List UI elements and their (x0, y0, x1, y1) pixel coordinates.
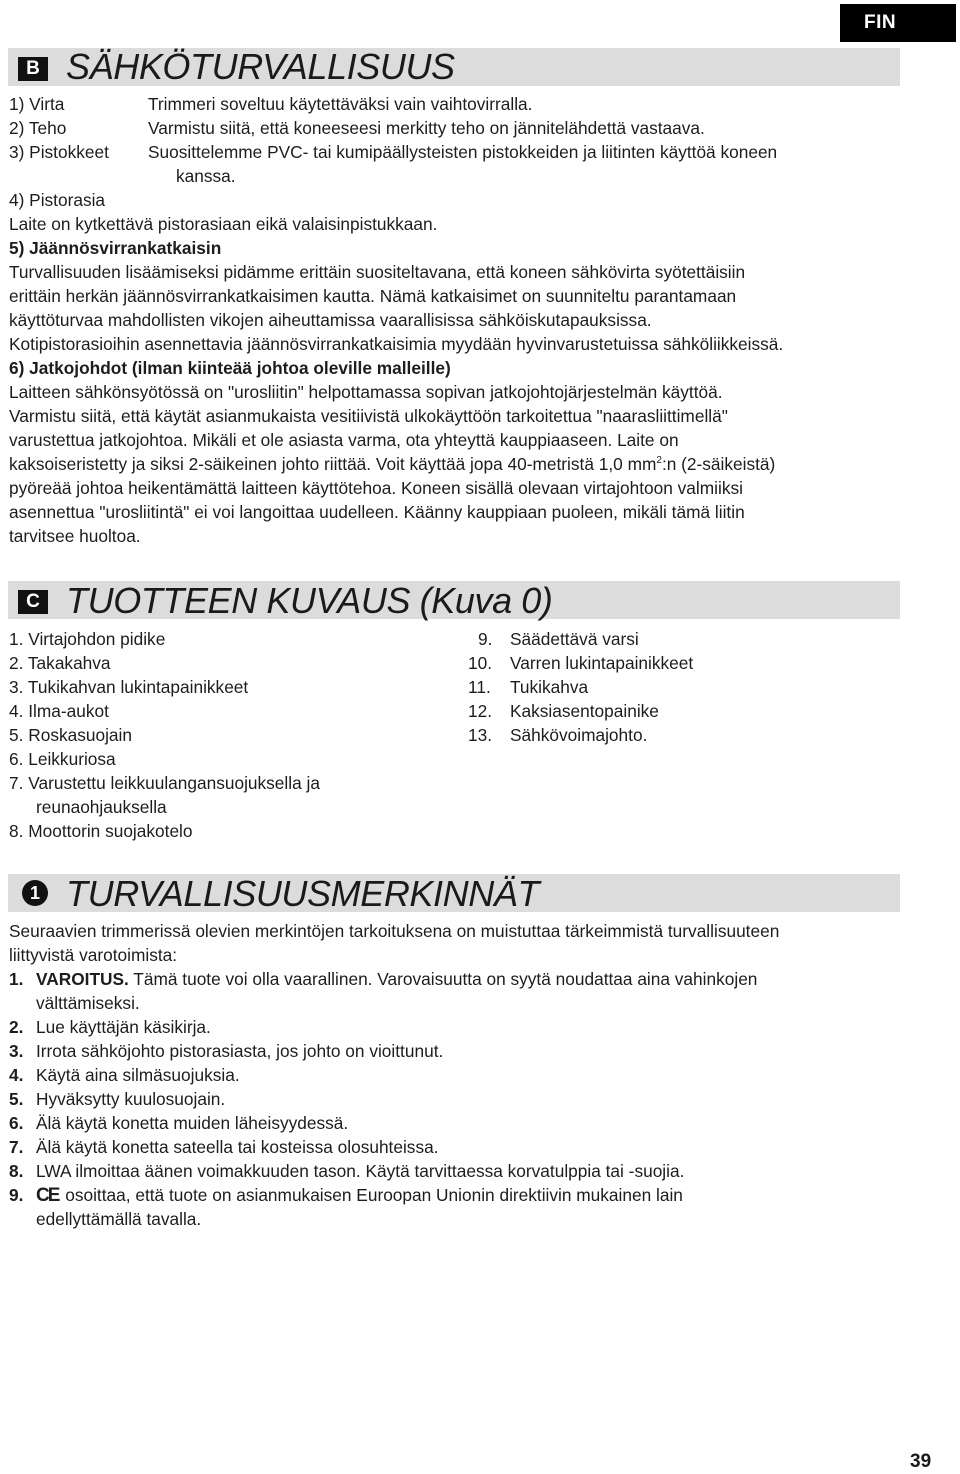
item-text: Virtajohdon pidike (28, 629, 166, 649)
item-number: 8. (9, 821, 24, 841)
list-item (9, 700, 109, 722)
ce-mark-icon: CE (36, 1185, 59, 1206)
section-b-badge: B (18, 57, 48, 81)
list-item (9, 652, 111, 674)
item-number: 5. (9, 1089, 24, 1109)
section-1-badge: 1 (22, 880, 48, 906)
item-number: 7. (9, 1137, 24, 1157)
item-number: 9. (478, 629, 493, 649)
item-number: 2. (9, 1017, 24, 1037)
list-item (478, 628, 492, 650)
section-c-title: TUOTTEEN KUVAUS (Kuva 0) (66, 580, 553, 621)
item-text: Varren lukintapainikkeet (510, 653, 694, 673)
p5-line: erittäin herkän jäännösvirrankatkaisimen kautta. Nämä katkaisimet on suunniteltu parantamaan (9, 286, 737, 306)
p6-line: Varmistu siitä, että käytät asianmukaista vesitiivistä ulkokäyttöön tarkoitettua "naarasliittimellä" (9, 406, 728, 426)
item-number: 1. (9, 969, 24, 989)
warning-lead: VAROITUS. (36, 969, 129, 989)
item-number: 4. (9, 1065, 24, 1085)
item-text: Tukikahva (510, 677, 589, 697)
p6-line (9, 453, 775, 475)
item-text: Roskasuojain (28, 725, 132, 745)
list-item (9, 820, 193, 842)
item-number: 4. (9, 701, 24, 721)
list-item-cont: edellyttämällä tavalla. (36, 1209, 202, 1229)
row-teho-label: 2) Teho (9, 118, 67, 138)
item-text: Sähkövoimajohto. (510, 725, 648, 745)
p6-title: 6) Jatkojohdot (ilman kiinteää johtoa oleville malleille) (9, 358, 451, 378)
section-c-badge: C (18, 590, 48, 614)
list-item (36, 1184, 683, 1207)
p6-line: varustettua jatkojohtoa. Mikäli et ole asiasta varma, ota yhteyttä kauppiaaseen. Laite on (9, 430, 679, 450)
list-item (9, 772, 320, 794)
row-pistokkeet-label: 3) Pistokkeet (9, 142, 109, 162)
intro-line: liittyvistä varotoimista: (9, 945, 178, 965)
list-item (36, 968, 757, 990)
list-item (468, 676, 491, 698)
language-tab (840, 4, 956, 42)
section-c-header (8, 581, 900, 619)
item-number: 6. (9, 1113, 24, 1133)
p5-line: Kotipistorasioihin asennettavia jäännösvirrankatkaisimia myydään hyvinvarustetuissa sähköliikkeissä. (9, 334, 784, 354)
p6-line-tail: :n (2-säikeistä) (661, 454, 776, 474)
section-b-title: SÄHKÖTURVALLISUUS (66, 46, 455, 87)
p5-line: käyttöturvaa mahdollisten vikojen aiheuttamissa vaarallisissa sähköiskutapauksissa. (9, 310, 652, 330)
row-pistokkeet-cont: kanssa. (176, 166, 236, 186)
page-number: 39 (910, 1451, 932, 1472)
p6-line: Laitteen sähkönsyötössä on "urosliitin" helpottamassa sopivan jatkojohtojärjestelmän käyttöä. (9, 382, 723, 402)
item-number: 11. (468, 677, 491, 697)
item-text: Leikkuriosa (28, 749, 116, 769)
item-text: Varustettu leikkuulangansuojuksella ja (28, 773, 320, 793)
p6-line: asennettua "urosliitintä" ei voi langoittaa uudelleen. Käänny kauppiaan puoleen, mikäli tämä liitin (9, 502, 745, 522)
p6-line-text: kaksoiseristetty ja siksi 2-säikeinen johto riittää. Voit käyttää jopa 40-metristä 1,0 mm (9, 454, 657, 474)
item-number: 10. (468, 653, 493, 673)
item-text: LWA ilmoittaa äänen voimakkuuden tason. Käytä tarvittaessa korvatulppia tai -suojia. (36, 1161, 685, 1181)
row-teho-text: Varmistu siitä, että koneeseesi merkitty teho on jännitelähdettä vastaava. (148, 118, 705, 138)
item-text: Älä käytä konetta sateella tai kosteissa olosuhteissa. (36, 1137, 439, 1157)
item-text: Kaksiasentopainike (510, 701, 659, 721)
item-text: osoittaa, että tuote on asianmukaisen Euroopan Unionin direktiivin mukainen lain (65, 1185, 683, 1205)
p6-line: pyöreää johtoa heikentämättä laitteen käyttötehoa. Koneen sisällä olevaan virtajohtoon valmiiksi (9, 478, 743, 498)
item-number: 3. (9, 1041, 24, 1061)
item-text: Käytä aina silmäsuojuksia. (36, 1065, 240, 1085)
item-number: 9. (9, 1185, 24, 1205)
item-number: 5. (9, 725, 24, 745)
item-text: Irrota sähköjohto pistorasiasta, jos johto on vioittunut. (36, 1041, 444, 1061)
item-number: 1. (9, 629, 24, 649)
list-item-cont: reunaohjauksella (36, 797, 167, 817)
item-text: Ilma-aukot (28, 701, 109, 721)
p5-title: 5) Jäännösvirrankatkaisin (9, 238, 222, 258)
item-text: Älä käytä konetta muiden läheisyydessä. (36, 1113, 349, 1133)
row-virta-text: Trimmeri soveltuu käytettäväksi vain vaihtovirralla. (148, 94, 533, 114)
item-number: 13. (468, 725, 493, 745)
language-label: FIN (864, 12, 897, 33)
row-pistokkeet-text: Suosittelemme PVC- tai kumipäällysteisten pistokkeiden ja liitinten käyttöä koneen (148, 142, 778, 162)
item-number: 6. (9, 749, 24, 769)
list-item (468, 700, 492, 722)
section-1-header (8, 874, 900, 912)
p4-line: Laite on kytkettävä pistorasiaan eikä valaisinpistukkaan. (9, 214, 438, 234)
item-number: 7. (9, 773, 24, 793)
item-text: Hyväksytty kuulosuojain. (36, 1089, 226, 1109)
item-text: Lue käyttäjän käsikirja. (36, 1017, 211, 1037)
list-item-cont: välttämiseksi. (36, 993, 140, 1013)
item-number: 12. (468, 701, 493, 721)
p6-superscript: 2 (656, 455, 662, 467)
list-item (9, 724, 132, 746)
p6-line: tarvitsee huoltoa. (9, 526, 141, 546)
item-text: Säädettävä varsi (510, 629, 639, 649)
item-text: Tukikahvan lukintapainikkeet (27, 677, 249, 697)
item-text: Takakahva (27, 653, 111, 673)
list-item (468, 724, 492, 746)
section-1-title: TURVALLISUUSMERKINNÄT (66, 873, 540, 914)
item-number: 2. (9, 653, 24, 673)
p4-title: 4) Pistorasia (9, 190, 106, 210)
row-virta-label: 1) Virta (9, 94, 65, 114)
list-item (9, 628, 165, 650)
item-text: Tämä tuote voi olla vaarallinen. Varovaisuutta on syytä noudattaa aina vahinkojen (128, 969, 758, 989)
item-number: 8. (9, 1161, 24, 1181)
intro-line: Seuraavien trimmerissä olevien merkintöjen tarkoituksena on muistuttaa tärkeimmistä turvallisuuteen (9, 921, 780, 941)
list-item (468, 652, 492, 674)
list-item (9, 676, 248, 698)
item-text: Moottorin suojakotelo (28, 821, 193, 841)
item-number: 3. (9, 677, 24, 697)
p5-line: Turvallisuuden lisäämiseksi pidämme erittäin suositeltavana, että koneen sähkövirta syötettäisiin (9, 262, 746, 282)
list-item (9, 748, 116, 770)
section-b-header (8, 48, 900, 86)
